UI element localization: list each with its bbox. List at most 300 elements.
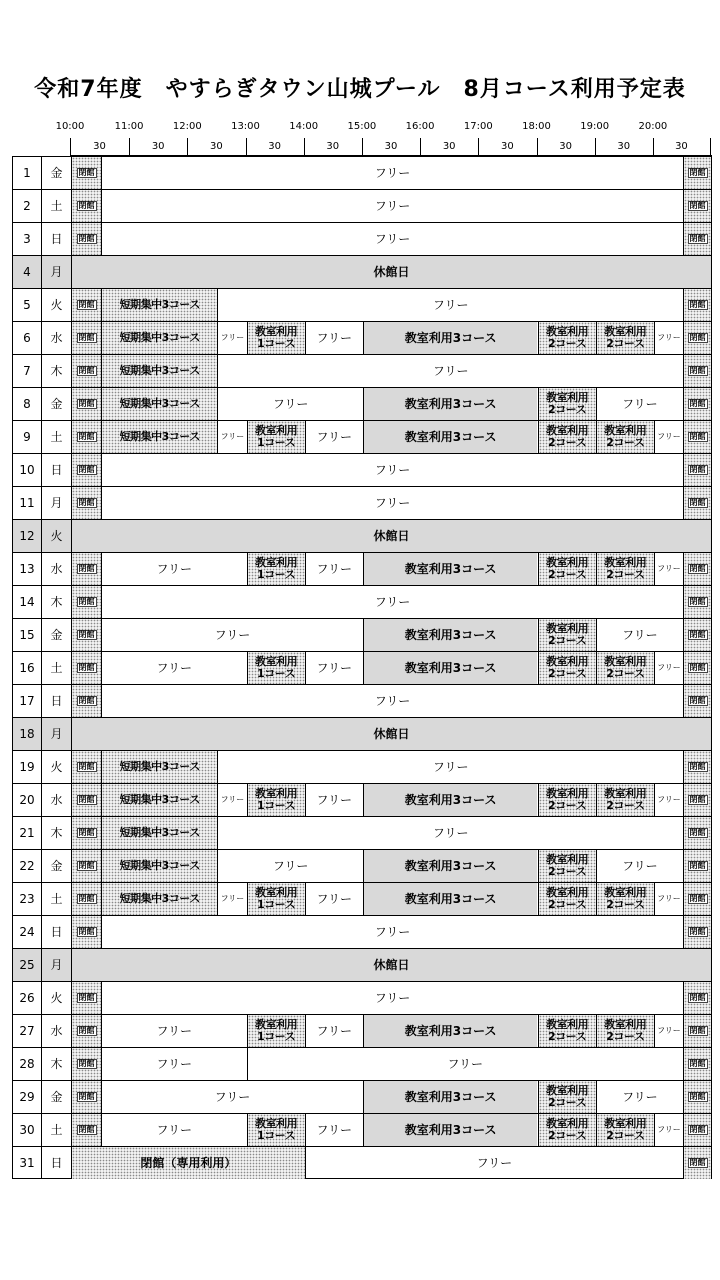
row-weekday: 日 — [41, 1147, 71, 1179]
schedule-row — [13, 1081, 711, 1114]
lesson-2-course-cell — [596, 322, 654, 354]
lesson-1-course-cell-label: 教室利用 1コース — [255, 325, 298, 350]
closed-cell — [71, 1114, 101, 1146]
short-course-cell — [101, 289, 217, 321]
lesson-2-course-cell — [596, 652, 654, 684]
row-date: 3 — [23, 231, 31, 246]
closed-cell — [683, 157, 711, 189]
closed-cell-label: 閉館 — [78, 431, 95, 441]
lesson-3-course-cell-label: 教室利用3コース — [404, 429, 497, 444]
closed-cell — [71, 289, 101, 321]
row-date: 20 — [19, 792, 35, 807]
half-hour-label: 30 — [268, 141, 281, 152]
schedule-row — [13, 949, 711, 982]
row-date: 14 — [19, 594, 35, 609]
free-cell: フリー — [101, 685, 683, 717]
schedule-row — [13, 883, 711, 916]
half-hour-label: 30 — [326, 141, 340, 152]
lesson-2-course-cell-label: 教室利用 2コース — [546, 325, 589, 350]
lesson-3-course-cell — [363, 421, 538, 453]
hour-label: 10:00 — [55, 121, 85, 132]
free-cell: フリー — [305, 784, 363, 816]
schedule-row — [13, 817, 711, 850]
closed-cell — [71, 487, 101, 519]
hour-tick — [187, 138, 188, 156]
holiday-cell-label: 休館日 — [373, 726, 410, 741]
lesson-2-course-cell — [538, 850, 596, 882]
closed-cell-label: 閉館 — [689, 332, 706, 342]
closed-cell-label: 閉館 — [689, 167, 706, 177]
lesson-3-course-cell — [363, 1114, 538, 1146]
free-cell: フリー — [217, 850, 363, 882]
lesson-2-course-cell — [596, 421, 654, 453]
row-date: 30 — [19, 1122, 35, 1137]
closed-cell — [683, 685, 711, 717]
lesson-1-course-cell — [247, 1015, 305, 1047]
closed-cell-label: 閉館 — [78, 794, 95, 804]
row-weekday: 土 — [41, 652, 71, 684]
schedule-row — [13, 652, 711, 685]
closed-cell — [71, 454, 101, 486]
hour-tick — [129, 138, 130, 156]
free-cell: フリー — [305, 883, 363, 915]
closed-cell-label: 閉館 — [689, 497, 706, 507]
hour-tick — [420, 138, 421, 156]
row-weekday: 火 — [41, 520, 71, 552]
short-course-cell — [101, 421, 217, 453]
row-weekday: 水 — [41, 1015, 71, 1047]
closed-cell — [683, 1081, 711, 1113]
row-date: 10 — [19, 462, 35, 477]
row-weekday: 金 — [41, 619, 71, 651]
free-cell: フリー — [101, 586, 683, 618]
lesson-2-course-cell-label: 教室利用 2コース — [604, 556, 647, 581]
closed-cell-label: 閉館 — [689, 1157, 706, 1167]
holiday-cell — [71, 718, 711, 750]
closed-cell — [683, 916, 711, 948]
closed-cell — [71, 388, 101, 420]
closed-cell-label: 閉館 — [78, 1058, 95, 1068]
row-date: 22 — [19, 858, 35, 873]
lesson-3-course-cell-label: 教室利用3コース — [404, 1023, 497, 1038]
closed-cell — [71, 652, 101, 684]
lesson-1-course-cell — [247, 553, 305, 585]
free-cell: フリー — [101, 982, 683, 1014]
closed-cell — [683, 619, 711, 651]
hour-label: 18:00 — [522, 121, 551, 132]
schedule-row — [13, 553, 711, 586]
lesson-2-course-cell-label: 教室利用 2コース — [546, 1084, 589, 1109]
short-course-cell — [101, 388, 217, 420]
lesson-3-course-cell — [363, 388, 538, 420]
row-weekday: 金 — [41, 850, 71, 882]
schedule-row — [13, 322, 711, 355]
lesson-3-course-cell — [363, 652, 538, 684]
lesson-1-course-cell-label: 教室利用 1コース — [255, 1018, 298, 1043]
short-course-cell — [101, 883, 217, 915]
closed-cell-label: 閉館 — [689, 662, 706, 672]
lesson-3-course-cell — [363, 1015, 538, 1047]
schedule-row — [13, 1114, 711, 1147]
row-date: 26 — [19, 990, 35, 1005]
short-course-cell — [101, 322, 217, 354]
closed-cell — [71, 1015, 101, 1047]
closed-cell — [683, 784, 711, 816]
closed-cell — [683, 1147, 711, 1179]
lesson-1-course-cell-label: 教室利用 1コース — [255, 787, 298, 812]
schedule-row — [13, 289, 711, 322]
hour-label: 16:00 — [405, 121, 435, 132]
closed-cell-label: 閉館 — [689, 893, 706, 903]
closed-cell-label: 閉館 — [78, 1124, 95, 1134]
closed-cell-label: 閉館 — [78, 827, 95, 837]
half-hour-label: 30 — [93, 141, 106, 152]
schedule-row — [13, 157, 711, 190]
row-weekday: 土 — [41, 190, 71, 222]
free-cell: フリー — [101, 1015, 247, 1047]
lesson-1-course-cell-label: 教室利用 1コース — [255, 886, 298, 911]
closed-cell — [683, 751, 711, 783]
holiday-cell — [71, 256, 711, 288]
lesson-2-course-cell — [538, 322, 596, 354]
schedule-row — [13, 487, 711, 520]
closed-cell-label: 閉館 — [689, 233, 706, 243]
closed-cell — [71, 685, 101, 717]
row-weekday: 月 — [41, 487, 71, 519]
row-date: 18 — [19, 726, 35, 741]
closed-cell-label: 閉館 — [689, 398, 706, 408]
hour-label: 14:00 — [289, 121, 319, 132]
row-weekday: 土 — [41, 1114, 71, 1146]
closed-cell — [71, 553, 101, 585]
row-date: 8 — [23, 396, 31, 411]
free-cell: フリー — [305, 1015, 363, 1047]
hour-tick — [710, 138, 711, 156]
closed-cell — [683, 883, 711, 915]
hour-tick — [70, 138, 71, 156]
free-cell: フリー — [654, 421, 683, 453]
row-weekday: 月 — [41, 718, 71, 750]
free-cell: フリー — [654, 322, 683, 354]
row-date: 16 — [19, 660, 35, 675]
free-cell: フリー — [596, 1081, 683, 1113]
row-date: 7 — [23, 363, 31, 378]
hour-label: 17:00 — [463, 121, 493, 132]
free-cell: フリー — [101, 652, 247, 684]
row-date: 2 — [23, 198, 31, 213]
closed-cell-label: 閉館 — [689, 1058, 706, 1068]
schedule-table — [12, 156, 712, 1179]
schedule-row — [13, 1015, 711, 1048]
row-weekday: 水 — [41, 322, 71, 354]
free-cell: フリー — [101, 487, 683, 519]
lesson-1-course-cell-label: 教室利用 1コース — [255, 424, 298, 449]
lesson-3-course-cell-label: 教室利用3コース — [404, 858, 497, 873]
lesson-2-course-cell-label: 教室利用 2コース — [604, 655, 647, 680]
free-cell: フリー — [654, 1114, 683, 1146]
closed-cell — [71, 322, 101, 354]
closed-cell — [71, 421, 101, 453]
lesson-3-course-cell — [363, 553, 538, 585]
lesson-3-course-cell — [363, 1081, 538, 1113]
lesson-3-course-cell-label: 教室利用3コース — [404, 396, 497, 411]
row-weekday: 木 — [41, 586, 71, 618]
closed-cell-label: 閉館 — [78, 365, 95, 375]
row-weekday: 水 — [41, 553, 71, 585]
closed-cell-label: 閉館 — [689, 365, 706, 375]
schedule-row — [13, 751, 711, 784]
schedule-row — [13, 784, 711, 817]
closed-cell-label: 閉館 — [689, 827, 706, 837]
row-weekday: 木 — [41, 355, 71, 387]
lesson-2-course-cell — [538, 1114, 596, 1146]
row-date: 21 — [19, 825, 35, 840]
short-course-cell-label: 短期集中3コース — [119, 331, 200, 345]
short-course-cell-label: 短期集中3コース — [119, 364, 200, 378]
row-date: 15 — [19, 627, 35, 642]
lesson-2-course-cell-label: 教室利用 2コース — [604, 325, 647, 350]
hour-label: 11:00 — [114, 121, 144, 132]
lesson-2-course-cell — [538, 553, 596, 585]
closed-cell — [683, 553, 711, 585]
hour-tick — [595, 138, 596, 156]
closed-cell-label: 閉館 — [78, 860, 95, 870]
lesson-2-course-cell-label: 教室利用 2コース — [604, 1117, 647, 1142]
schedule-row — [13, 520, 711, 553]
row-date: 23 — [19, 891, 35, 906]
row-weekday: 月 — [41, 949, 71, 981]
closed-cell-label: 閉館 — [78, 563, 95, 573]
half-hour-label: 30 — [384, 141, 398, 152]
closed-cell-label: 閉館 — [689, 596, 706, 606]
closed-cell-label: 閉館 — [689, 1091, 706, 1101]
closed-cell-label: 閉館 — [689, 695, 706, 705]
row-weekday: 水 — [41, 784, 71, 816]
lesson-2-course-cell-label: 教室利用 2コース — [546, 391, 589, 416]
lesson-1-course-cell — [247, 883, 305, 915]
closed-cell-label: 閉館 — [78, 299, 95, 309]
free-cell: フリー — [217, 421, 246, 453]
closed-cell-label: 閉館 — [78, 761, 95, 771]
lesson-3-course-cell — [363, 850, 538, 882]
schedule-row — [13, 355, 711, 388]
row-weekday: 木 — [41, 1048, 71, 1080]
row-date: 31 — [19, 1155, 35, 1170]
row-weekday: 日 — [41, 223, 71, 255]
closed-cell — [71, 883, 101, 915]
short-course-cell-label: 短期集中3コース — [119, 859, 200, 873]
hour-label: 15:00 — [347, 121, 377, 132]
short-course-cell-label: 短期集中3コース — [119, 430, 200, 444]
free-cell: フリー — [101, 454, 683, 486]
lesson-2-course-cell-label: 教室利用 2コース — [546, 622, 589, 647]
schedule-row — [13, 421, 711, 454]
schedule-row — [13, 1048, 711, 1081]
free-cell: フリー — [247, 1048, 684, 1080]
lesson-2-course-cell-label: 教室利用 2コース — [604, 886, 647, 911]
lesson-1-course-cell-label: 教室利用 1コース — [255, 655, 298, 680]
free-cell: フリー — [101, 190, 683, 222]
row-weekday: 日 — [41, 916, 71, 948]
row-weekday: 火 — [41, 289, 71, 321]
closed-cell — [71, 982, 101, 1014]
lesson-2-course-cell — [538, 619, 596, 651]
row-weekday: 火 — [41, 751, 71, 783]
free-cell: フリー — [305, 553, 363, 585]
closed-cell — [683, 1048, 711, 1080]
schedule-row — [13, 388, 711, 421]
row-date: 6 — [23, 330, 31, 345]
hour-tick — [537, 138, 538, 156]
short-course-cell — [101, 817, 217, 849]
closed-cell-label: 閉館 — [689, 200, 706, 210]
free-cell: フリー — [101, 223, 683, 255]
lesson-2-course-cell-label: 教室利用 2コース — [546, 556, 589, 581]
hour-label: 13:00 — [231, 121, 260, 132]
half-hour-label: 30 — [559, 141, 572, 152]
closed-cell — [71, 916, 101, 948]
closed-cell — [71, 190, 101, 222]
row-weekday: 土 — [41, 421, 71, 453]
short-course-cell — [101, 355, 217, 387]
holiday-cell — [71, 949, 711, 981]
free-cell: フリー — [305, 322, 363, 354]
closed-cell-label: 閉館 — [78, 893, 95, 903]
lesson-1-course-cell — [247, 784, 305, 816]
closed-cell — [71, 817, 101, 849]
row-date: 11 — [19, 495, 35, 510]
half-hour-label: 30 — [675, 141, 688, 152]
free-cell: フリー — [596, 619, 683, 651]
lesson-3-course-cell — [363, 322, 538, 354]
schedule-row — [13, 916, 711, 949]
row-weekday: 月 — [41, 256, 71, 288]
free-cell: フリー — [305, 1147, 683, 1179]
lesson-1-course-cell — [247, 1114, 305, 1146]
free-cell: フリー — [101, 619, 363, 651]
closed-cell-label: 閉館 — [689, 629, 706, 639]
closed-cell-label: 閉館 — [78, 497, 95, 507]
short-course-cell-label: 短期集中3コース — [119, 298, 200, 312]
row-date: 13 — [19, 561, 35, 576]
free-cell: フリー — [101, 1081, 363, 1113]
free-cell: フリー — [101, 1048, 247, 1080]
row-date: 5 — [23, 297, 31, 312]
row-date: 19 — [19, 759, 35, 774]
lesson-1-course-cell-label: 教室利用 1コース — [255, 1117, 298, 1142]
closed-cell-label: 閉館 — [78, 695, 95, 705]
lesson-2-course-cell — [596, 553, 654, 585]
closed-cell-label: 閉館 — [689, 464, 706, 474]
lesson-2-course-cell-label: 教室利用 2コース — [546, 886, 589, 911]
closed-cell — [683, 586, 711, 618]
lesson-3-course-cell — [363, 619, 538, 651]
holiday-cell-label: 休館日 — [373, 528, 410, 543]
lesson-3-course-cell-label: 教室利用3コース — [404, 627, 497, 642]
free-cell: フリー — [217, 784, 246, 816]
lesson-2-course-cell — [538, 1015, 596, 1047]
lesson-2-course-cell — [538, 1081, 596, 1113]
closed-cell — [71, 157, 101, 189]
lesson-2-course-cell-label: 教室利用 2コース — [546, 787, 589, 812]
free-cell: フリー — [305, 652, 363, 684]
free-cell: フリー — [101, 916, 683, 948]
hour-label: 19:00 — [580, 121, 610, 132]
lesson-2-course-cell — [538, 883, 596, 915]
closed-cell-label: 閉館 — [689, 299, 706, 309]
row-weekday: 金 — [41, 157, 71, 189]
row-weekday: 日 — [41, 685, 71, 717]
free-cell: フリー — [305, 421, 363, 453]
closed-cell — [683, 817, 711, 849]
free-cell: フリー — [596, 388, 683, 420]
closed-cell — [683, 289, 711, 321]
hour-label: 20:00 — [638, 121, 668, 132]
row-date: 17 — [19, 693, 35, 708]
hour-tick — [653, 138, 654, 156]
hour-tick — [362, 138, 363, 156]
free-cell: フリー — [654, 883, 683, 915]
schedule-row — [13, 619, 711, 652]
closed-cell-label: 閉館 — [78, 1091, 95, 1101]
lesson-3-course-cell — [363, 883, 538, 915]
lesson-2-course-cell — [596, 784, 654, 816]
row-date: 4 — [23, 264, 31, 279]
closed-cell-label: 閉館 — [689, 926, 706, 936]
lesson-2-course-cell-label: 教室利用 2コース — [546, 1117, 589, 1142]
hour-tick — [304, 138, 305, 156]
free-cell: フリー — [217, 388, 363, 420]
schedule-row — [13, 982, 711, 1015]
hour-tick — [478, 138, 479, 156]
lesson-1-course-cell — [247, 322, 305, 354]
lesson-2-course-cell — [596, 1114, 654, 1146]
row-date: 12 — [19, 528, 35, 543]
closed-cell — [683, 487, 711, 519]
lesson-3-course-cell — [363, 784, 538, 816]
closed-cell — [683, 355, 711, 387]
row-weekday: 木 — [41, 817, 71, 849]
lesson-2-course-cell-label: 教室利用 2コース — [546, 655, 589, 680]
closed-cell — [71, 355, 101, 387]
lesson-1-course-cell — [247, 421, 305, 453]
half-hour-label: 30 — [442, 141, 456, 152]
lesson-1-course-cell — [247, 652, 305, 684]
schedule-row — [13, 190, 711, 223]
lesson-2-course-cell-label: 教室利用 2コース — [546, 853, 589, 878]
closed-cell-label: 閉館 — [689, 1124, 706, 1134]
closed-cell-label: 閉館 — [78, 596, 95, 606]
half-hour-label: 30 — [617, 141, 631, 152]
free-cell: フリー — [217, 289, 683, 321]
closed-cell-label: 閉館 — [689, 992, 706, 1002]
lesson-2-course-cell — [538, 421, 596, 453]
closed-cell-label: 閉館 — [78, 926, 95, 936]
closed-cell — [71, 1048, 101, 1080]
closed-cell — [683, 850, 711, 882]
row-weekday: 金 — [41, 388, 71, 420]
schedule-row — [13, 223, 711, 256]
row-date: 25 — [19, 957, 35, 972]
closed-cell-label: 閉館 — [689, 761, 706, 771]
closed-cell-label: 閉館 — [689, 794, 706, 804]
schedule-row — [13, 454, 711, 487]
schedule-row — [13, 850, 711, 883]
short-course-cell-label: 短期集中3コース — [119, 397, 200, 411]
closed-cell — [71, 1081, 101, 1113]
lesson-2-course-cell-label: 教室利用 2コース — [546, 424, 589, 449]
free-cell: フリー — [101, 157, 683, 189]
